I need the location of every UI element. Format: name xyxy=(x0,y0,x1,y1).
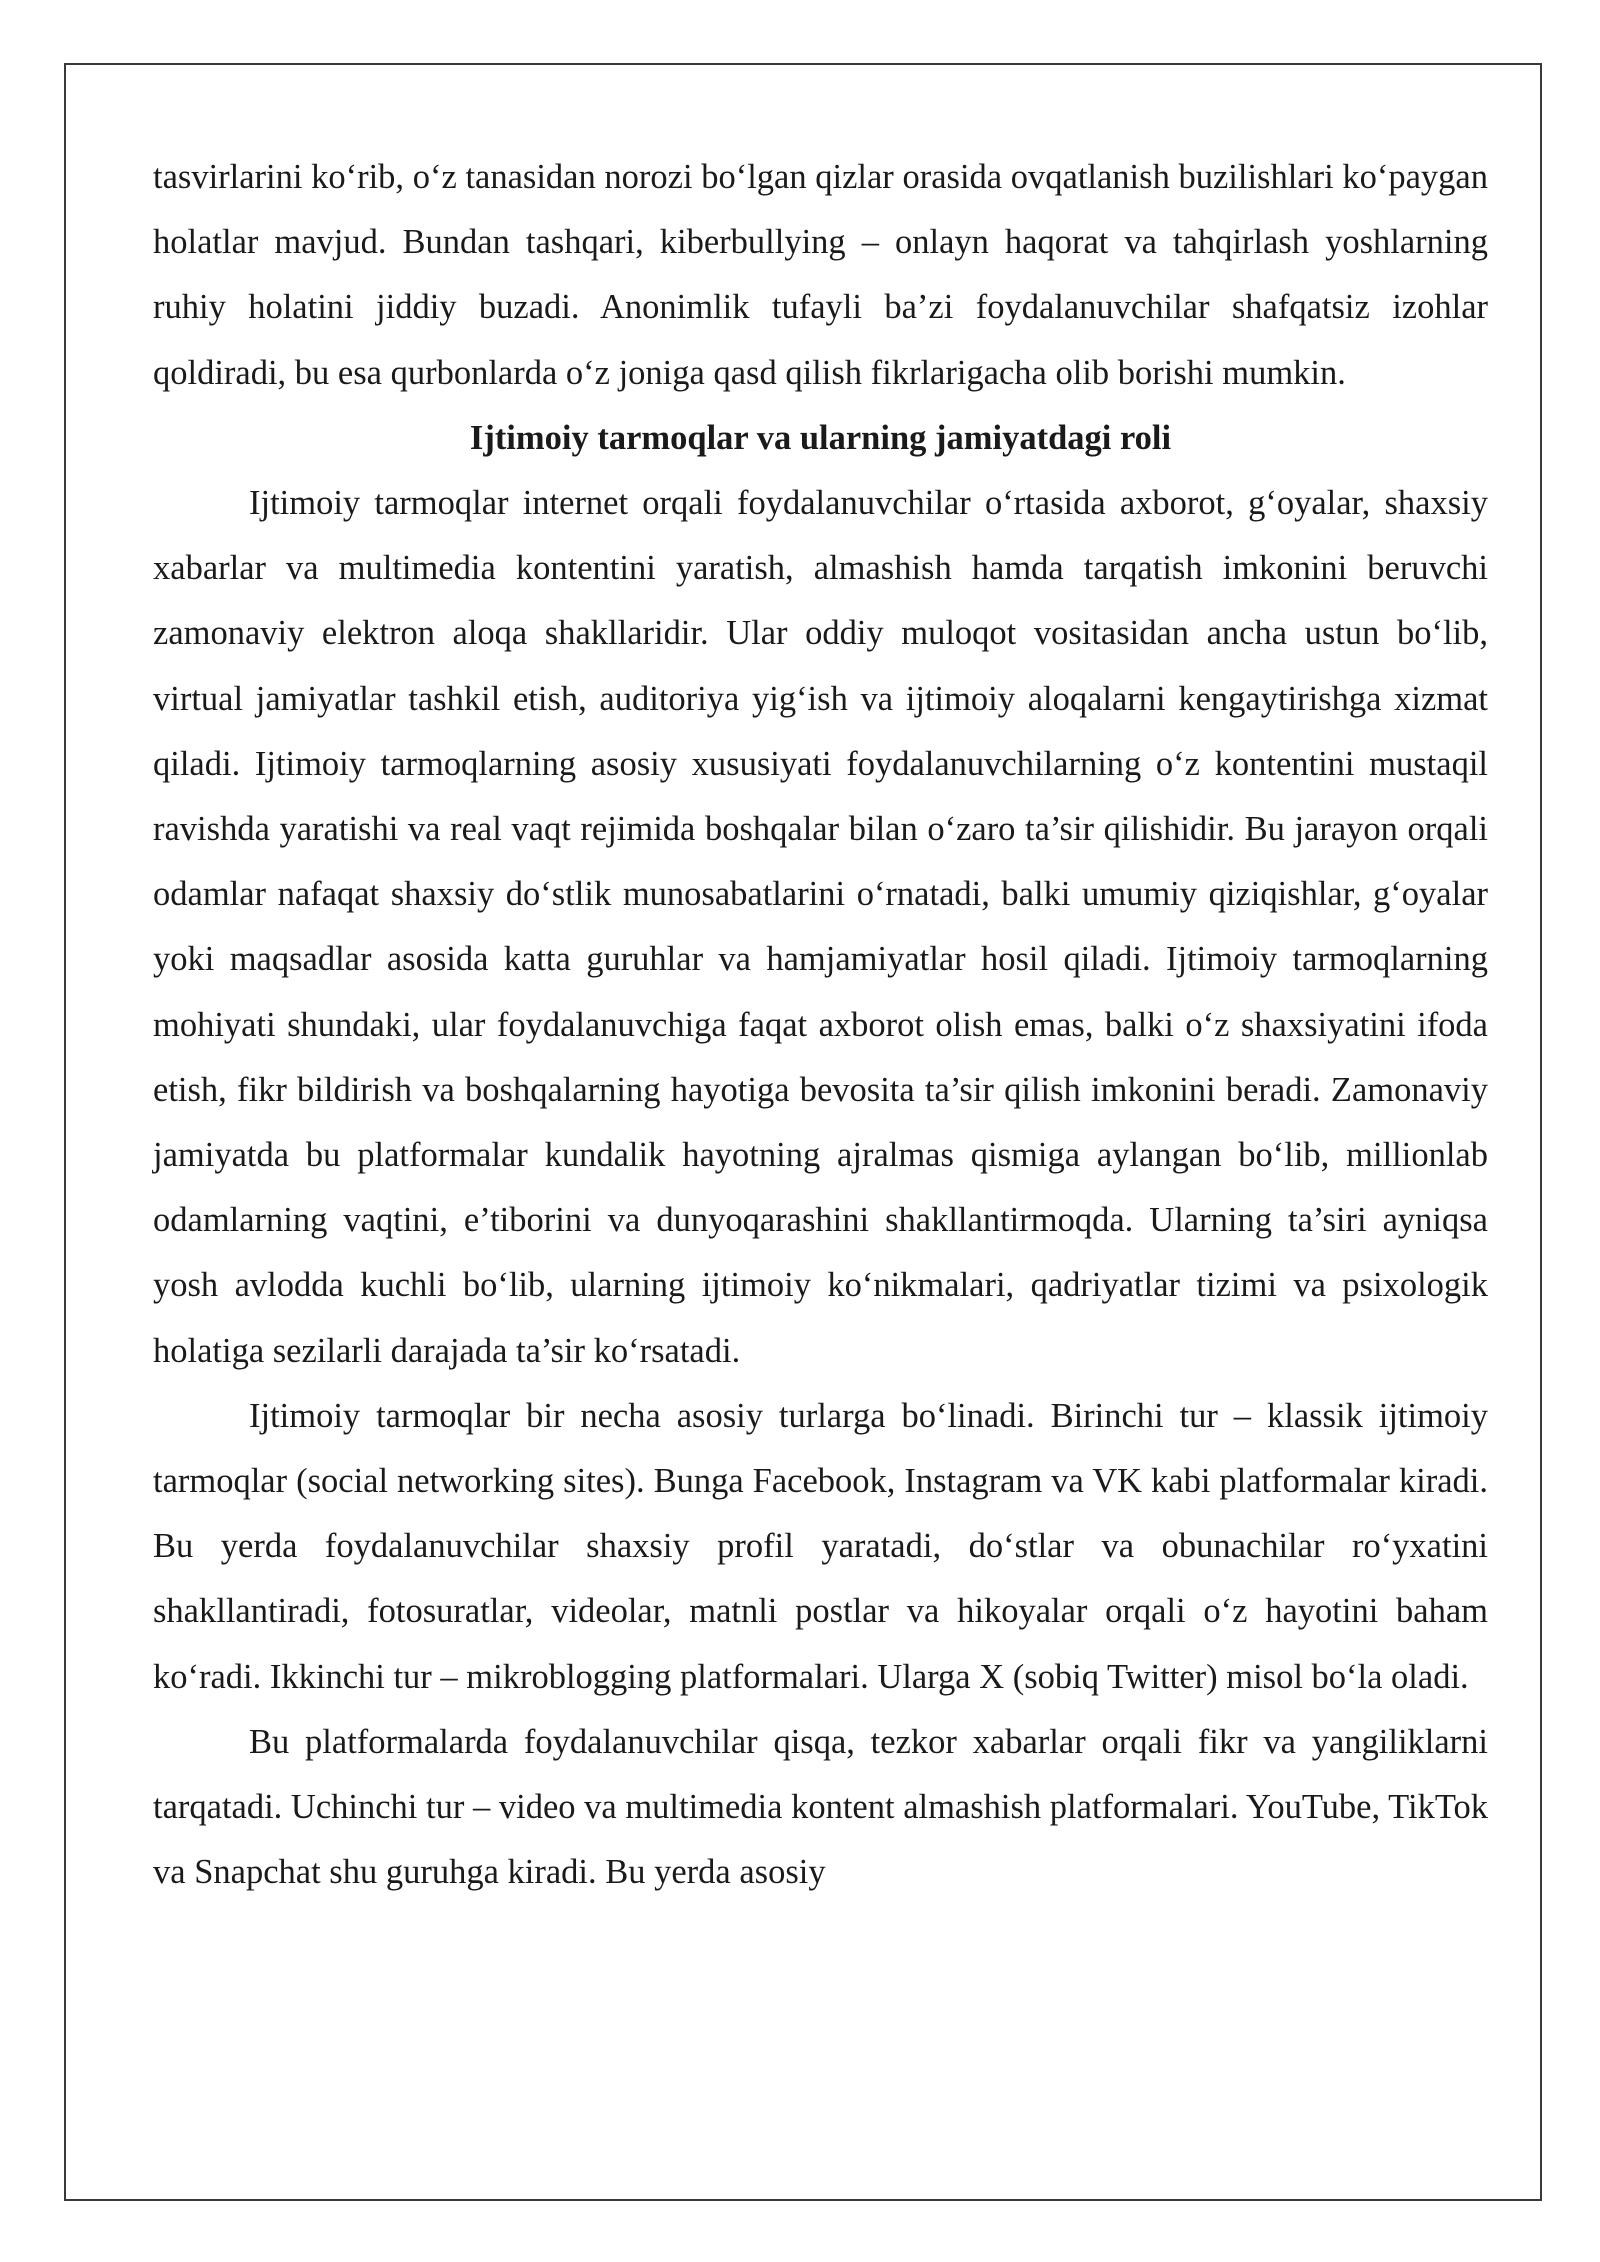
paragraph-definition: Ijtimoiy tarmoqlar internet orqali foydalanuvchilar o‘rtasida axborot, g‘oyalar, shaxsiy xabarlar va multimedia kontentini yaratish, almashish hamda tarqatish imkonini beruvchi zamonaviy elektron aloqa shakllaridir. Ular oddiy muloqot vositasidan ancha ustun bo‘lib, virtual jamiyatlar tashkil etish, auditoriya yig‘ish va ijtimoiy aloqalarni kengaytirishga xizmat qiladi. Ijtimoiy tarmoqlarning asosiy xususiyati foydalanuvchilarning o‘z kontentini mustaqil ravishda yaratishi va real vaqt rejimida boshqalar bilan o‘zaro ta’sir qilishidir. Bu jarayon orqali odamlar nafaqat shaxsiy do‘stlik munosabatlarini o‘rnatadi, balki umumiy qiziqishlar, g‘oyalar yoki maqsadlar asosida katta guruhlar va hamjamiyatlar hosil qiladi. Ijtimoiy tarmoqlarning mohiyati shundaki, ular foydalanuvchiga faqat axborot olish emas, balki o‘z shaxsiyatini ifoda etish, fikr bildirish va boshqalarning hayotiga bevosita ta’sir qilish imkonini beradi. Zamonaviy jamiyatda bu platformalar kundalik hayotning ajralmas qismiga aylangan bo‘lib, millionlab odamlarning vaqtini, e’tiborini va dunyoqarashini shakllantirmoqda. Ularning ta’siri ayniqsa yosh avlodda kuchli bo‘lib, ularning ijtimoiy ko‘nikmalari, qadriyatlar tizimi va psixologik holatiga sezilarli darajada ta’sir ko‘rsatadi. xyxy=(153,484,1488,1370)
document-body xyxy=(153,145,1488,1905)
paragraph-platforms: Bu platformalarda foydalanuvchilar qisqa, tezkor xabarlar orqali fikr va yangiliklarni tarqatadi. Uchinchi tur – video va multimedia kontent almashish platformalari. YouTube, TikTok va Snapchat shu guruhga kiradi. Bu yerda asosiy xyxy=(153,1722,1488,1892)
paragraph-types: Ijtimoiy tarmoqlar bir necha asosiy turlarga bo‘linadi. Birinchi tur – klassik ijtimoiy tarmoqlar (social networking sites). Bunga Facebook, Instagram va VK kabi platformalar kiradi. Bu yerda foydalanuvchilar shaxsiy profil yaratadi, do‘stlar va obunachilar ro‘yxatini shakllantiradi, fotosuratlar, videolar, matnli postlar va hikoyalar orqali o‘z hayotini baham ko‘radi. Ikkinchi tur – mikroblogging platformalari. Ularga X (sobiq Twitter) misol bo‘la oladi. xyxy=(153,1396,1488,1696)
paragraph-continuation: tasvirlarini ko‘rib, o‘z tanasidan norozi bo‘lgan qizlar orasida ovqatlanish buzilishlari ko‘paygan holatlar mavjud. Bundan tashqari, kiberbullying – onlayn haqorat va tahqirlash yoshlarning ruhiy holatini jiddiy buzadi. Anonimlik tufayli ba’zi foydalanuvchilar shafqatsiz izohlar qoldiradi, bu esa qurbonlarda o‘z joniga qasd qilish fikrlarigacha olib borishi mumkin. xyxy=(153,158,1488,392)
section-heading: Ijtimoiy tarmoqlar va ularning jamiyatdagi roli xyxy=(469,418,1172,457)
